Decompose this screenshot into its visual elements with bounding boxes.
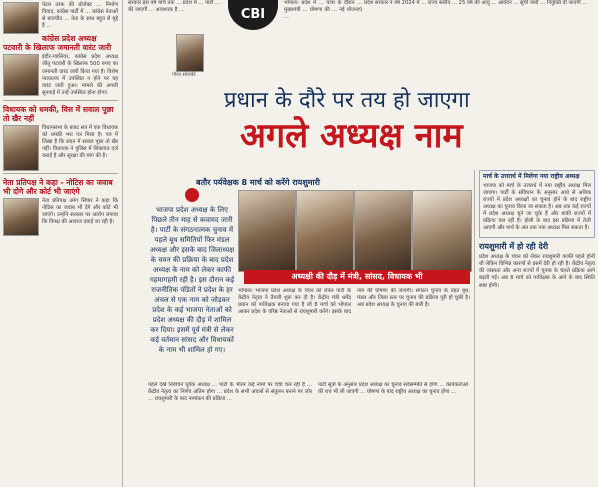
divider — [3, 100, 118, 101]
left-story1-photo — [3, 54, 39, 96]
left-story1-body: इंदौर-ग्वालियर, कांग्रेस प्रदेश अध्यक्ष जीतू पटवारी के खिलाफ 500 रुपए का जमानती वारंट जारी किया गया है। विशेष न्यायालय में उपस्थित न होने पर यह वारंट जारी हुआ। मामले की अगली सुनवाई में उन्हें उपस्थित होना होगा। — [42, 54, 118, 96]
headline: अगले अध्यक्ष नाम — [240, 116, 463, 156]
subhead — [196, 170, 472, 187]
right-story1-headline: मार्च के उत्तरार्ध में मिलेगा नया राष्ट्रीय अध्यक्ष — [483, 173, 580, 180]
candidate-photo-4 — [412, 190, 472, 272]
subhead-text: बतौर पर्यवेक्षक 8 मार्च को करेंगे रायशुमारी — [196, 178, 320, 187]
left-top-photo — [3, 2, 39, 34]
lower-body-text-1: पहले देखें निर्वाचन पूर्वक अध्यक्ष ... पार्टी के भीतर कई नामों पर चर्चा चल रही है ... केंद्रीय नेतृत्व का निर्णय अंतिम होगा ... प्रदेश के सभी अंचलों से संतुलन बनाने पर जोर ... रायशुमारी के बाद नामांकन की प्रक्रिया ... — [148, 382, 312, 403]
lower-body-text-2: पार्टी सूत्रों के अनुसार प्रदेश अध्यक्ष का चुनाव सर्वसम्मति से होगा ... कार्यकर्ताओं की राय भी ली जाएगी ... घोषणा के बाद राष्ट्रीय अध्यक्ष का चुनाव होगा ... — [318, 382, 468, 396]
cbi-logo: CBI — [228, 0, 278, 30]
candidate-photo-2 — [296, 190, 354, 272]
right-story2-headline: रायशुमारी में हो रही देरी — [479, 242, 549, 252]
top-text-right: भोपाल। प्रदेश में ... यात्रा के दौरान ... मुख्यमंत्री ... घोषणा की ... नई योजनाएं ... — [284, 0, 362, 21]
lead-text: भाजपा प्रदेश अध्यक्ष के लिए पिछले तीन माह से कवायद जारी है। पार्टी के संगठनात्मक चुनाव में पहले बूथ समितियों फिर मंडल अध्यक्ष और इसके बाद जिलाध्यक्ष के चयन की प्रक्रिया के बाद प्रदेश अध्यक्ष के नाम को लेकर काफी गहमागहमी रही है। इस दौरान कई राजनीतिक पंडितों ने प्रदेश के हर अंचल से एक नाम को जोड़कर प्रदेश के कई भाजपा नेताओं को प्रदेश अध्यक्ष की दौड़ में शामिल कर दिया। इसमें पूर्व मंत्री से लेकर कई वर्तमान सांसद और विधायकों के नाम भी शामिल हो गए। — [149, 206, 235, 354]
left-story3-headline: नेता प्रतिपक्ष ने कहा - नोटिस का जवाब भी दोगे और कोर्ट भी जाएंगे — [3, 177, 113, 196]
left-column — [0, 0, 123, 487]
main-body-text: भोपाल। भाजपा प्रदेश अध्यक्ष के चयन को लेकर पार्टी के केंद्रीय नेतृत्व ने तैयारी शुरू कर दी है। केंद्रीय मंत्री धर्मेंद्र प्रधान को पर्यवेक्षक बनाया गया है जो 8 मार्च को भोपाल आकर प्रदेश के वरिष्ठ नेताओं से रायशुमारी करेंगे। इसके बाद नाम की घोषणा की जाएगी। संगठन चुनाव के तहत बूथ, मंडल और जिला स्तर पर चुनाव की प्रक्रिया पूरी हो चुकी है। अब प्रदेश अध्यक्ष के चुनाव की बारी है। — [238, 288, 470, 316]
left-top-text: पेटल तरफ की प्रोजेक्ट ... निर्माण विवाद, कांग्रेस पार्टी में ... कांग्रेस नेताओं से बातचीत ... नेता के साथ बहुत से मुद्दे हैं ... — [42, 2, 118, 30]
right-story1-box — [479, 170, 595, 238]
photo-strip — [238, 190, 470, 270]
left-story2-headline: विधायक को धमकी, विस में सवाल पूछा तो खैर नहीं — [3, 104, 114, 123]
left-story3-photo — [3, 198, 39, 236]
person-photo — [176, 34, 204, 72]
photo-banner: अध्यक्षी की दौड़ में मंत्री, सांसद, विधायक भी — [244, 270, 470, 284]
section-icon — [185, 188, 199, 202]
left-story2-photo — [3, 125, 39, 171]
candidate-photo-3 — [354, 190, 412, 272]
right-story2-body: प्रदेश अध्यक्ष के चयन को लेकर रायशुमारी काफी पहले होनी थी लेकिन विभिन्न कारणों से इसमें देरी हो रही है। केंद्रीय नेतृत्व की व्यस्तता और अन्य राज्यों में चुनाव के चलते प्रक्रिया आगे बढ़ती गई। अब 8 मार्च को पर्यवेक्षक के आने के बाद स्थिति स्पष्ट होगी। — [479, 254, 595, 289]
left-story1-headline: कांग्रेस प्रदेश अध्यक्ष पटवारी के खिलाफ जमानती वारंट जारी — [3, 34, 112, 53]
left-story2-body: विधानसभा के बजट सत्र में एक विधायक को धमकी भरा पत्र मिला है। पत्र में लिखा है कि सदन में सवाल पूछा तो खैर नहीं। विधायक ने पुलिस में शिकायत दर्ज कराई है और सुरक्षा की मांग की है। — [42, 124, 118, 160]
top-right-text: प्रदेश सरकार ने वर्ष 2024 में ... राज्य स्तरीय ... 25 वर्ष की आयु ... आवेदन ... सूची जारी ... नियुक्ति दी जाएगी ... — [364, 0, 588, 6]
divider — [3, 173, 118, 174]
right-column — [474, 170, 598, 487]
top-right-text-block — [364, 0, 596, 70]
right-story1-body: भाजपा को मार्च के उत्तरार्ध में नया राष्ट्रीय अध्यक्ष मिल जाएगा। पार्टी के संविधान के अनुसार आधे से अधिक राज्यों में प्रदेश अध्यक्षों का चुनाव होने के बाद राष्ट्रीय अध्यक्ष का चुनाव किया जा सकता है। अब तक कई राज्यों में प्रदेश अध्यक्ष चुने जा चुके हैं और बाकी राज्यों में प्रक्रिया चल रही है। होली के बाद इस प्रक्रिया में तेजी आएगी और मार्च के अंत तक नया अध्यक्ष मिल सकता है। — [483, 182, 591, 232]
candidate-photo-1 — [238, 190, 296, 272]
photo-caption: गौरव सोलंकी — [172, 72, 196, 78]
kicker: प्रधान के दौरे पर तय हो जाएगा — [224, 88, 470, 113]
main-body — [238, 288, 470, 382]
top-text-left: सरकार इस वर्ष मार्च तक ... प्रदेश में ... पार्टी ... की जाएगी ... आवश्यक है ... — [128, 0, 220, 14]
left-story3-body: नेता प्रतिपक्ष उमंग सिंघार ने कहा कि नोटिस का जवाब भी देंगे और कोर्ट भी जाएंगे। उन्होंने सरकार पर आरोप लगाया कि विपक्ष की आवाज दबाई जा रही है। — [42, 197, 118, 226]
lower-body — [148, 382, 470, 487]
